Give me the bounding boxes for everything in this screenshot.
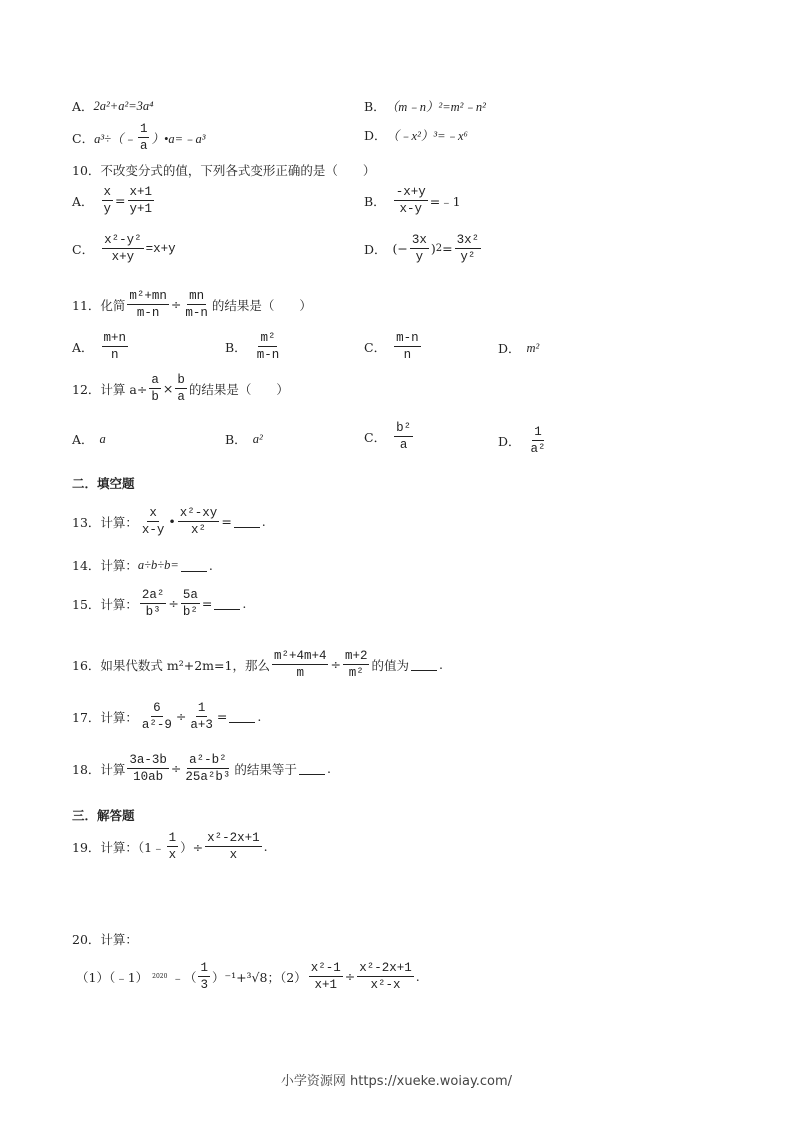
- option-label: B．: [364, 193, 386, 209]
- option-label: D．: [498, 341, 521, 356]
- q12-stem: 12．计算 a÷ $\frac{a}{b}$ × $\frac{b}{a}$ 的结果是（ ）: [72, 373, 289, 404]
- denominator: m: [296, 666, 304, 680]
- fraction: [255, 330, 282, 363]
- q11-option-a: [72, 330, 130, 363]
- option-label: C．: [364, 429, 387, 445]
- option-text-pre: a³÷（﹣: [94, 131, 136, 146]
- q14: [72, 556, 213, 574]
- q10-option-d: D． (− $\frac{3x}{y}$ ) 2 = $\frac{\text{3x²}}{\text{y²}}$: [364, 233, 480, 264]
- numerator: 1: [168, 831, 177, 845]
- part1-after: ）⁻¹+³√8；（2）: [211, 969, 307, 985]
- numerator: mn: [189, 289, 205, 303]
- q19: [72, 830, 268, 863]
- fraction: [140, 505, 167, 538]
- fraction: [183, 288, 210, 321]
- answer-blank[interactable]: [411, 658, 437, 671]
- q10-option-a: A． $\frac{x}{y}$ = $\frac{x+1}{y+1}$: [72, 185, 153, 216]
- denominator: m-n: [256, 348, 280, 362]
- option-text: （﹣x²）³=﹣x⁶: [386, 129, 468, 143]
- stem-suffix: .: [263, 839, 268, 854]
- denominator: x: [229, 848, 238, 862]
- denominator: m-n: [185, 306, 208, 320]
- stem-suffix: 的结果是（ ）: [188, 381, 289, 397]
- stem-suffix: .: [242, 596, 247, 611]
- denominator: a: [399, 438, 408, 452]
- fraction: [357, 960, 414, 993]
- numerator: m+2: [344, 649, 368, 663]
- option-label: A．: [72, 99, 94, 114]
- numerator: x²-1: [310, 961, 341, 975]
- numerator: 1: [534, 425, 542, 439]
- section-heading-fill-in: 二．填空题: [72, 476, 135, 491]
- numerator: a: [151, 373, 159, 387]
- fraction: [175, 372, 187, 405]
- denominator: a: [139, 139, 148, 153]
- fraction: [529, 424, 548, 457]
- fraction: [102, 330, 129, 363]
- option-label: D．: [364, 241, 387, 257]
- fraction: [394, 330, 421, 363]
- denominator: y: [415, 250, 424, 264]
- numerator: m²: [260, 331, 276, 345]
- stem-prefix: 15．计算：: [72, 596, 138, 612]
- numerator: m²+4m+4: [273, 649, 327, 663]
- option-label: A．: [72, 339, 94, 355]
- fraction: [205, 830, 262, 863]
- fraction: [127, 752, 169, 785]
- fraction: [128, 184, 155, 217]
- option-text-post: ）•a=﹣a³: [151, 131, 206, 146]
- stem-prefix: 17．计算：: [72, 709, 138, 725]
- denominator: b: [151, 390, 159, 404]
- numerator: 2a²: [141, 588, 165, 602]
- q9-option-b: [364, 97, 486, 115]
- answer-blank[interactable]: [181, 559, 207, 572]
- numerator: x: [149, 506, 157, 520]
- denominator: x+y: [111, 250, 135, 264]
- part1-prefix: （1）（﹣1）: [76, 969, 149, 985]
- denominator: 25a²b³: [185, 770, 231, 784]
- numerator: 5a: [182, 588, 198, 602]
- option-label: D．: [498, 433, 521, 449]
- fraction: [181, 587, 200, 620]
- fraction: [149, 372, 161, 405]
- option-label: B．: [225, 339, 247, 355]
- denominator: x²-x: [370, 978, 401, 992]
- q10-option-c: [72, 232, 176, 265]
- fraction: [138, 121, 150, 154]
- denominator: x-y: [141, 523, 165, 537]
- q11-option-c: [364, 330, 423, 363]
- fraction: [188, 700, 215, 733]
- stem-suffix: .: [415, 969, 420, 984]
- denominator: a²: [530, 442, 546, 456]
- q11-option-d: [498, 339, 539, 357]
- stem-suffix: .: [261, 514, 266, 529]
- option-text: 2a²+a²=3a⁴: [93, 98, 154, 113]
- q17: 17．计算： $\frac{6}{\text{a²-9}}$ ÷ $\frac{1}{a+3}$ = .: [72, 701, 262, 732]
- fraction: [198, 960, 210, 993]
- numerator: 1: [197, 701, 206, 715]
- numerator: a²-b²: [189, 753, 227, 767]
- numerator: b²: [396, 421, 412, 435]
- stem-prefix: 14．计算：: [72, 558, 138, 573]
- numerator: m+n: [103, 331, 127, 345]
- stem-end: .: [326, 761, 331, 776]
- q10-option-b: [364, 184, 461, 217]
- fraction: [140, 700, 174, 733]
- stem-suffix: 的结果是（ ）: [211, 297, 312, 313]
- numerator: b: [177, 373, 185, 387]
- option-text: a²: [252, 431, 263, 446]
- denominator: 10ab: [133, 770, 164, 784]
- rhs: =﹣1: [429, 193, 461, 209]
- stem-suffix: 的值为: [371, 657, 409, 673]
- q12-option-c: [364, 420, 415, 453]
- numerator: m-n: [396, 331, 419, 345]
- stem-suffix: 的结果等于: [234, 761, 297, 777]
- option-label: B．: [364, 99, 386, 114]
- q20-stem: 20．计算：: [72, 932, 138, 947]
- numerator: x: [103, 185, 112, 199]
- denominator: x+1: [314, 978, 337, 992]
- denominator: n: [403, 348, 412, 362]
- q18: 18．计算 $\frac{3a-3b}{10ab}$ ÷ $\frac{\text{a²-b²}}{\text{25a²b³}}$ 的结果等于 .: [72, 753, 331, 784]
- denominator: b³: [145, 605, 161, 619]
- fraction: [183, 752, 232, 785]
- option-text: m²: [526, 340, 540, 355]
- fraction: [309, 960, 343, 993]
- fraction: [178, 505, 220, 538]
- denominator: m-n: [136, 306, 160, 320]
- q15: 15．计算： $\frac{\text{2a²}}{\text{b³}}$ ÷ $\frac{5a}{\text{b²}}$ = .: [72, 588, 247, 619]
- stem-prefix: 19．计算：（1﹣: [72, 839, 165, 855]
- fraction: [167, 830, 179, 863]
- q11-option-b: [225, 330, 283, 363]
- fraction: [394, 420, 413, 453]
- denominator: y: [103, 202, 112, 216]
- denominator: x-y: [399, 202, 422, 216]
- q9-option-c: [72, 121, 206, 154]
- option-label: B．: [225, 432, 247, 447]
- stem-prefix: 11．化简: [72, 297, 126, 313]
- expression: a÷b÷b=: [137, 557, 179, 572]
- q12-option-d: [498, 424, 550, 457]
- answer-blank[interactable]: [214, 597, 240, 610]
- q11-stem: 11．化简 $\frac{\text{m²+mn}}{m-n}$ ÷ $\frac{mn}{m-n}$ 的结果是（ ）: [72, 289, 312, 320]
- option-text: a: [99, 431, 106, 446]
- rhs: =x+y: [145, 241, 176, 256]
- denominator: y²: [460, 250, 476, 264]
- denominator: x: [168, 848, 177, 862]
- option-text: （m﹣n）²=m²﹣n²: [385, 100, 486, 114]
- denominator: 3: [200, 978, 208, 992]
- q20-parts: （1）（﹣1） 2020 ﹣（ $\frac{1}{3}$ ）⁻¹+³√8；（2） $\frac{\text{x²-1}}{x+1}$ ÷ $\frac{\text{x²-2x+1}}{\text{x²-x}}$ .: [76, 961, 420, 992]
- numerator: 3a-3b: [129, 753, 167, 767]
- stem-suffix: .: [257, 709, 262, 724]
- numerator: 3x: [411, 233, 427, 247]
- answer-blank[interactable]: [234, 515, 260, 528]
- denominator: a+3: [190, 718, 213, 732]
- fraction: [410, 232, 429, 265]
- option-label: C．: [72, 241, 95, 257]
- fraction: [102, 184, 114, 217]
- stem-prefix: 13．计算：: [72, 514, 138, 530]
- denominator: a²-9: [141, 718, 172, 732]
- q9-option-d: [364, 126, 468, 144]
- numerator: 1: [139, 122, 148, 136]
- stem-prefix: 12．计算 a÷: [72, 381, 148, 397]
- numerator: -x+y: [395, 185, 426, 199]
- q12-option-a: [72, 430, 106, 448]
- numerator: x²-2x+1: [359, 961, 412, 975]
- denominator: a: [177, 390, 185, 404]
- footer-watermark: 小学资源网 https://xueke.woiay.com/: [280, 1074, 513, 1089]
- section-heading-solve: 三．解答题: [72, 808, 135, 823]
- numerator: 6: [153, 701, 161, 715]
- option-label: A．: [72, 193, 94, 209]
- fraction: [140, 587, 167, 620]
- denominator: x²: [191, 523, 207, 537]
- numerator: 3x²: [456, 233, 480, 247]
- fraction: [455, 232, 482, 265]
- numerator: 1: [200, 961, 208, 975]
- option-label: A．: [72, 432, 94, 447]
- stem-prefix: 18．计算: [72, 761, 126, 777]
- stem-suffix: .: [208, 557, 213, 573]
- fraction: [343, 648, 370, 681]
- denominator: b²: [182, 605, 198, 619]
- option-label: C．: [364, 339, 387, 355]
- option-label: D．: [364, 128, 387, 143]
- stem-mid: ）÷: [180, 839, 204, 855]
- answer-blank[interactable]: [299, 762, 325, 775]
- denominator: n: [111, 348, 119, 362]
- q16: 16．如果代数式 m²+2m=1，那么 $\frac{\text{m²+4m+4}}{m}$ ÷ $\frac{m+2}{\text{m²}}$ 的值为 .: [72, 649, 443, 680]
- numerator: x²-xy: [179, 506, 218, 520]
- denominator: m²: [348, 666, 364, 680]
- stem-end: .: [438, 657, 443, 672]
- fraction: [272, 648, 329, 681]
- q9-option-a: [72, 97, 154, 115]
- fraction: [127, 288, 169, 321]
- numerator: x²-2x+1: [207, 831, 260, 845]
- answer-blank[interactable]: [229, 710, 255, 723]
- fraction: [102, 232, 144, 265]
- denominator: y+1: [129, 202, 153, 216]
- q10-stem: 10．不改变分式的值，下列各式变形正确的是（ ）: [72, 163, 376, 178]
- q13: 13．计算： $\frac{x}{x-y}$ • $\frac{\text{x²-xy}}{\text{x²}}$ = .: [72, 506, 266, 537]
- option-label: C．: [72, 130, 95, 146]
- stem-prefix: 16．如果代数式 m²+2m=1，那么: [72, 657, 270, 673]
- numerator: m²+mn: [129, 289, 167, 303]
- q12-option-b: [225, 430, 263, 448]
- fraction: [394, 184, 428, 217]
- numerator: x²-y²: [104, 233, 142, 247]
- part1-mid: ﹣（: [171, 969, 197, 985]
- numerator: x+1: [129, 185, 153, 199]
